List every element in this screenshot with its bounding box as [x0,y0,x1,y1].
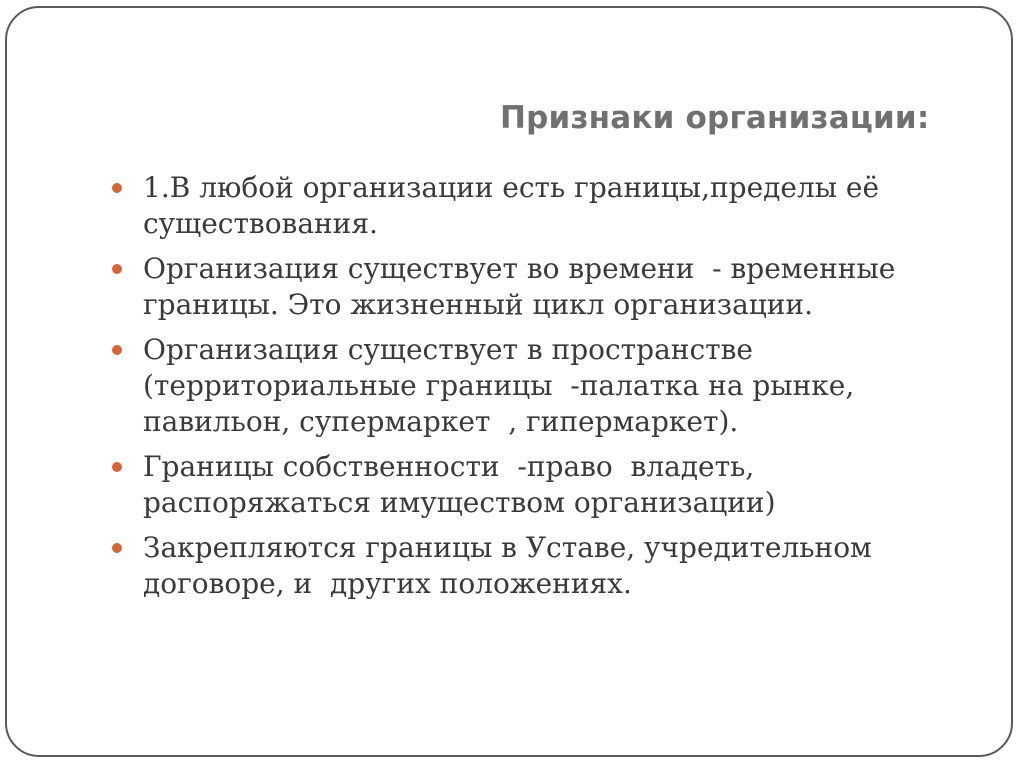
bullet-line: Организация существует в пространстве [143,333,753,366]
bullet-dot-icon [112,462,122,472]
bullet-line: договоре, и других положениях. [143,567,632,600]
bullet-dot-icon [112,183,122,193]
bullet-line: павильон, супермаркет , гипермаркет). [143,405,739,438]
bullet-item [112,449,952,521]
bullet-list [112,170,952,611]
bullet-line: Границы собственности -право владеть, [143,450,755,483]
bullet-line: 1.В любой организации есть границы,пределы её [143,171,880,204]
slide-title: Признаки организации: [500,100,930,136]
bullet-line: Закрепляются границы в Уставе, учредительном [143,531,872,564]
bullet-line: Организация существует во времени - временные [143,252,896,285]
bullet-item [112,332,952,440]
bullet-line: границы. Это жизненный цикл организации. [143,288,813,321]
bullet-dot-icon [112,345,122,355]
bullet-dot-icon [112,543,122,553]
bullet-line: распоряжаться имуществом организации) [143,486,776,519]
bullet-line: существования. [143,207,378,240]
bullet-item [112,530,952,602]
bullet-line: (территориальные границы -палатка на рынке, [143,369,855,402]
bullet-item [112,251,952,323]
bullet-dot-icon [112,264,122,274]
bullet-item [112,170,952,242]
